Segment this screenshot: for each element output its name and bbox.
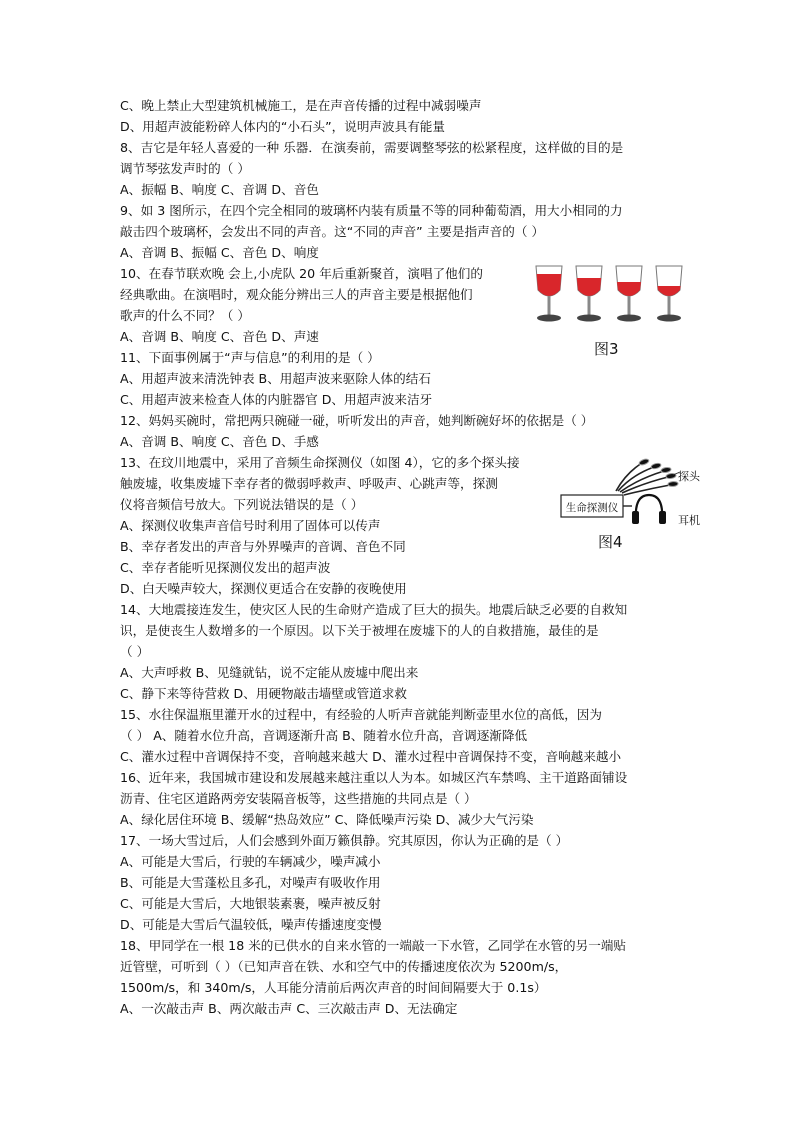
text-line: A、探测仪收集声音信号时利用了固体可以传声	[120, 518, 381, 533]
text-line: 触废墟，收集废墟下幸存者的微弱呼救声、呼吸声、心跳声等，探测	[120, 476, 498, 491]
text-line: 近管壁，可听到（ ）（已知声音在铁、水和空气中的传播速度依次为 5200m/s，	[120, 959, 568, 974]
text-line: A、绿化居住环境 B、缓解“热岛效应” C、降低噪声污染 D、减少大气污染	[120, 812, 534, 827]
text-line: A、一次敲击声 B、两次敲击声 C、三次敲击声 D、无法确定	[120, 1001, 458, 1016]
figure-3-wine-glasses	[532, 262, 692, 324]
earphone-label: 耳机	[678, 514, 700, 527]
text-line: C、灌水过程中音调保持不变，音响越来越大 D、灌水过程中音调保持不变，音响越来越小	[120, 749, 622, 764]
glass-1	[536, 266, 562, 322]
glass-2	[576, 266, 602, 322]
glass-3	[616, 266, 642, 322]
text-line: D、白天噪声较大，探测仪更适合在安静的夜晚使用	[120, 581, 407, 596]
device-label: 生命探测仪	[565, 502, 619, 514]
text-line: 仪将音频信号放大。下列说法错误的是（ ）	[120, 497, 364, 512]
text-line: 调节琴弦发声时的（ ）	[120, 161, 250, 176]
text-line: 17、一场大雪过后，人们会感到外面万籁俱静。究其原因，你认为正确的是（ ）	[120, 833, 569, 848]
glass-4	[656, 266, 682, 322]
text-line: 13、在玟川地震中，采用了音频生命探测仪（如图 4），它的多个探头接	[120, 455, 520, 470]
text-line: C、静下来等待营救 D、用硬物敲击墙壁或管道求救	[120, 686, 407, 701]
text-line: A、用超声波来清洗钟表 B、用超声波来驱除人体的结石	[120, 371, 431, 386]
text-line: （ ） A、随着水位升高，音调逐渐升高 B、随着水位升高，音调逐渐降低	[120, 728, 528, 743]
text-line: A、振幅 B、响度 C、音调 D、音色	[120, 182, 319, 197]
text-line: 14、大地震接连发生，使灾区人民的生命财产造成了巨大的损失。地震后缺乏必要的自救知	[120, 602, 628, 617]
text-line: B、可能是大雪蓬松且多孔，对噪声有吸收作用	[120, 875, 381, 890]
figure-3-caption: 图3	[594, 340, 619, 358]
text-line: 9、如 3 图所示，在四个完全相同的玻璃杯内装有质量不等的同种葡萄酒，用大小相同的力	[120, 203, 623, 218]
life-detector-diagram	[556, 455, 736, 535]
text-line: A、大声呼救 B、见缝就钻，说不定能从废墟中爬出来	[120, 665, 419, 680]
text-line: 12、妈妈买碗时，常把两只碗碰一碰，听听发出的声音，她判断碗好坏的依据是（ ）	[120, 413, 594, 428]
text-line: B、幸存者发出的声音与外界噪声的音调、音色不同	[120, 539, 406, 554]
figure-4-caption: 图4	[598, 533, 623, 551]
text-line: （ ）	[120, 644, 150, 659]
text-line: A、音调 B、响度 C、音色 D、手感	[120, 434, 319, 449]
text-line: D、可能是大雪后气温较低，噪声传播速度变慢	[120, 917, 382, 932]
text-line: A、可能是大雪后，行驶的车辆减少，噪声减小	[120, 854, 381, 869]
text-line: 沥青、住宅区道路两旁安装隔音板等，这些措施的共同点是（ ）	[120, 791, 477, 806]
text-line: 10、在春节联欢晚 会上,小虎队 20 年后重新聚首，演唱了他们的	[120, 266, 483, 281]
text-line: C、晚上禁止大型建筑机械施工，是在声音传播的过程中减弱噪声	[120, 98, 482, 113]
wine-glasses-image	[532, 262, 692, 324]
text-line: C、幸存者能听见探测仪发出的超声波	[120, 560, 331, 575]
text-line: C、可能是大雪后，大地银装素裹，噪声被反射	[120, 896, 381, 911]
text-line: 15、水往保温瓶里灌开水的过程中，有经验的人听声音就能判断壶里水位的高低，因为	[120, 707, 602, 722]
text-line: 经典歌曲。在演唱时，观众能分辨出三人的声音主要是根据他们	[120, 287, 473, 302]
text-line: C、用超声波来检查人体的内脏器官 D、用超声波来洁牙	[120, 392, 433, 407]
text-line: A、音调 B、响度 C、音色 D、声速	[120, 329, 319, 344]
figure-4-life-detector	[556, 455, 736, 535]
text-line: 18、甲同学在一根 18 米的已供水的自来水管的一端敲一下水管，乙同学在水管的另一端贴	[120, 938, 627, 953]
text-line: 1500m/s，和 340m/s，人耳能分清前后两次声音的时间间隔要大于 0.1s）	[120, 980, 547, 995]
probe-label: 探头	[678, 470, 700, 483]
text-line: 敲击四个玻璃杯，会发出不同的声音。这“不同的声音” 主要是指声音的（ ）	[120, 224, 545, 239]
text-line: 8、吉它是年轻人喜爱的一种 乐器．在演奏前，需要调整琴弦的松紧程度，这样做的目的是	[120, 140, 624, 155]
text-line: D、用超声波能粉碎人体内的“小石头”，说明声波具有能量	[120, 119, 445, 134]
text-line: 11、下面事例属于“声与信息”的利用的是（ ）	[120, 350, 380, 365]
text-line: A、音调 B、振幅 C、音色 D、响度	[120, 245, 319, 260]
text-line: 识，是使丧生人数增多的一个原因。以下关于被埋在废墟下的人的自救措施，最佳的是	[120, 623, 599, 638]
text-line: 歌声的什么不同？（ ）	[120, 308, 250, 323]
text-line: 16、近年来，我国城市建设和发展越来越注重以人为本。如城区汽车禁鸣、主干道路面铺设	[120, 770, 628, 785]
